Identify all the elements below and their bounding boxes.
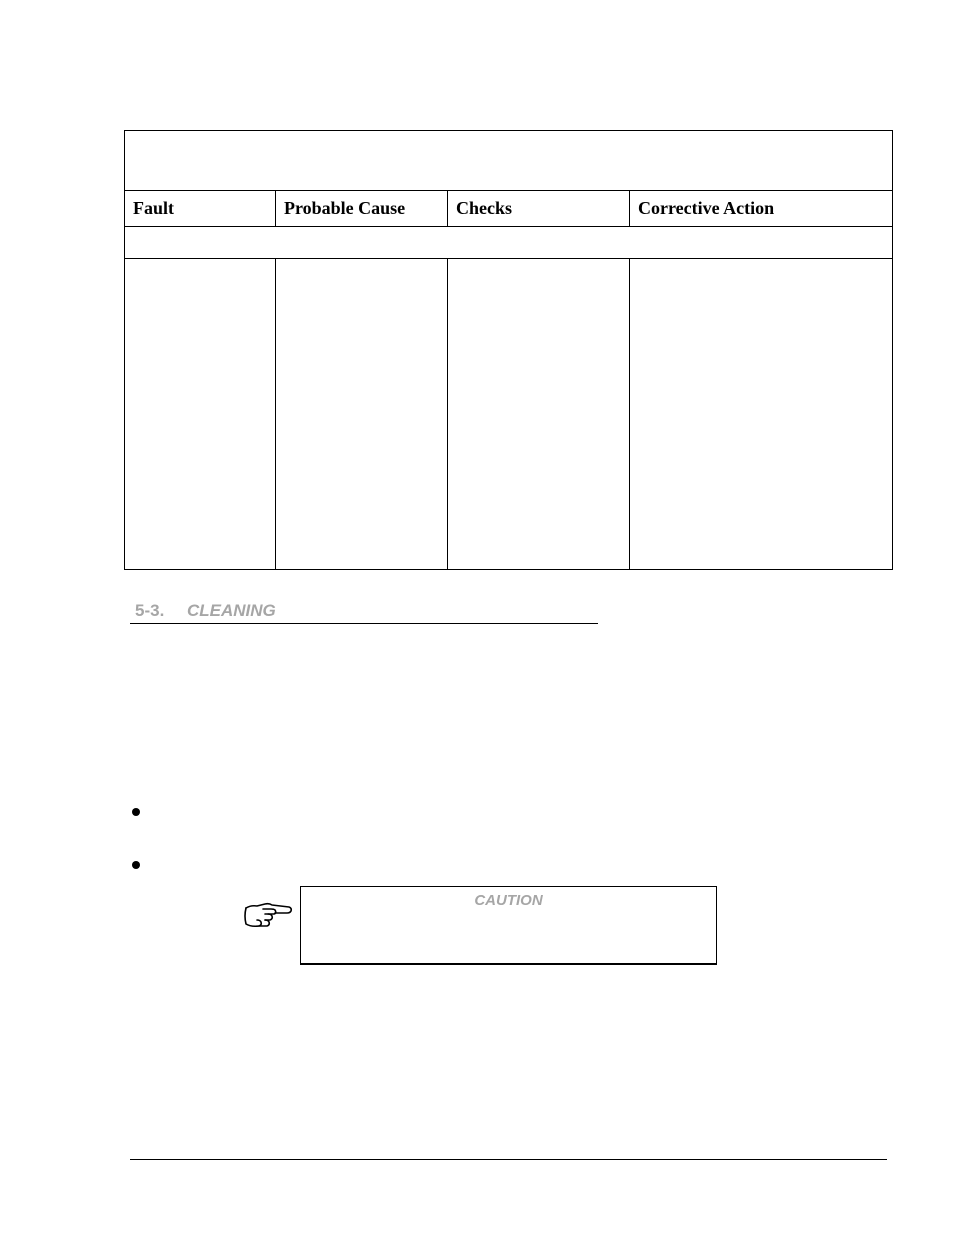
- cell-fault: [125, 259, 276, 570]
- section-title: CLEANING: [187, 601, 276, 620]
- footer-rule: [130, 1159, 887, 1160]
- cell-probable-cause: [276, 259, 448, 570]
- header-probable-cause: Probable Cause: [276, 191, 448, 227]
- troubleshooting-table: [124, 130, 893, 570]
- cell-corrective-action: [630, 259, 893, 570]
- bullet-point: [132, 861, 140, 869]
- table-row: [125, 259, 893, 570]
- table-group-cell: [125, 227, 893, 259]
- caution-title: CAUTION: [474, 892, 543, 909]
- table-title-row: [125, 131, 893, 191]
- caution-box: [300, 886, 717, 965]
- bullet-point: [132, 808, 140, 816]
- header-corrective-action: Corrective Action: [630, 191, 893, 227]
- section-heading: [130, 598, 598, 624]
- header-checks: Checks: [448, 191, 630, 227]
- table-title-cell: [125, 131, 893, 191]
- section-number: 5-3.: [135, 601, 165, 620]
- pointing-hand-icon: [243, 900, 295, 930]
- cell-checks: [448, 259, 630, 570]
- table-group-row: [125, 227, 893, 259]
- table-header-row: [125, 191, 893, 227]
- header-fault: Fault: [125, 191, 276, 227]
